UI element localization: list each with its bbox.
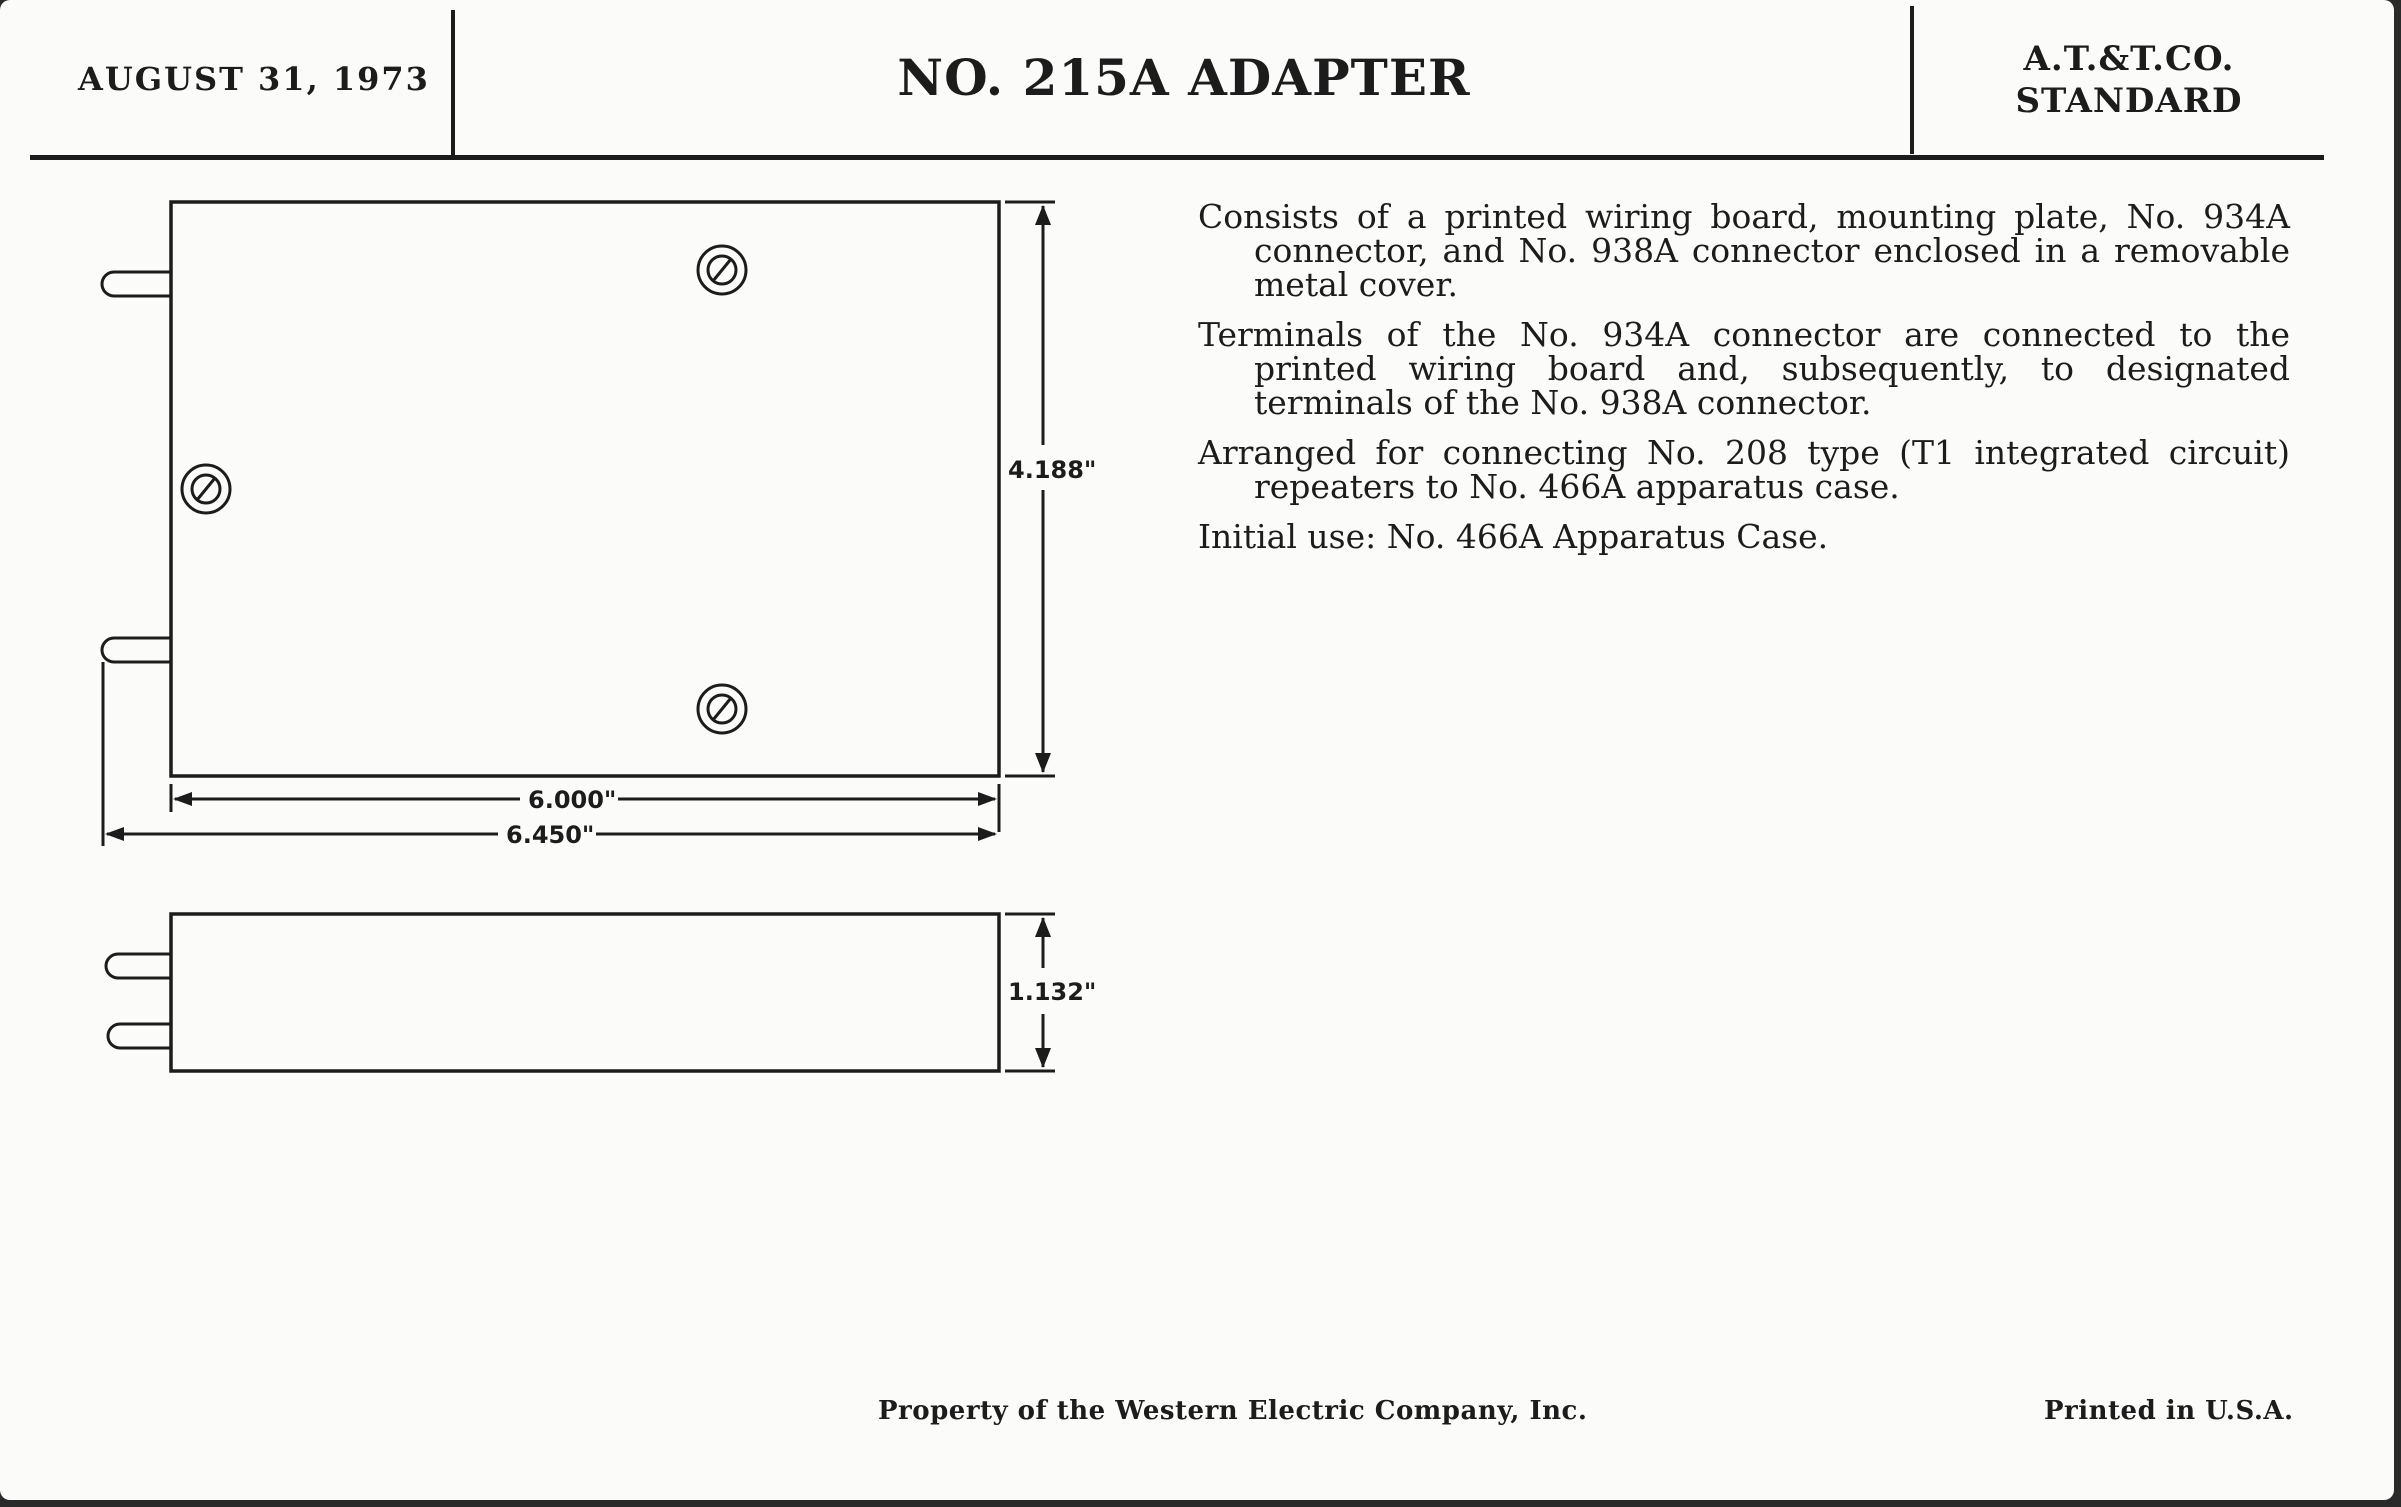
height-dimension-label: 4.188" — [1008, 456, 1097, 484]
depth-dimension-label: 1.132" — [1008, 978, 1097, 1006]
page-title: NO. 215A ADAPTER — [897, 48, 1471, 107]
description — [1198, 197, 2290, 570]
screw-top — [698, 246, 746, 294]
description-paragraph-1: Consists of a printed wiring board, mounting plate, No. 934A connector, and No. 938A connector enclosed in a removable metal cover. — [1198, 197, 2290, 304]
side-pin-upper — [106, 954, 171, 978]
width-dimension-label: 6.000" — [528, 786, 617, 814]
screw-left — [182, 465, 230, 513]
description-paragraph-4: Initial use: No. 466A Apparatus Case. — [1198, 517, 1829, 556]
description-paragraph-3: Arranged for connecting No. 208 type (T1 integrated circuit) repeaters to No. 466A apparatus case. — [1198, 433, 2290, 506]
standard-text: STANDARD — [2015, 81, 2243, 121]
description-paragraph-2: Terminals of the No. 934A connector are connected to the printed wiring board and, subsequently, to designated terminals of the No. 938A connector. — [1198, 315, 2290, 422]
standard-org: A.T.&T.CO. — [2023, 39, 2235, 79]
printed-notice: Printed in U.S.A. — [2044, 1396, 2294, 1426]
side-pin-lower — [108, 1024, 171, 1048]
top-view-outline — [171, 202, 999, 776]
connector-pin-upper — [102, 272, 171, 296]
standard-label — [1914, 38, 2344, 122]
screw-bottom — [698, 685, 746, 733]
adapter-drawing — [0, 0, 1120, 1100]
overall-width-dimension-label: 6.450" — [506, 821, 595, 849]
connector-pin-lower — [102, 638, 171, 662]
issue-date: AUGUST 31, 1973 — [78, 60, 430, 98]
side-view-outline — [171, 914, 999, 1071]
property-notice: Property of the Western Electric Company, Inc. — [878, 1396, 1588, 1426]
